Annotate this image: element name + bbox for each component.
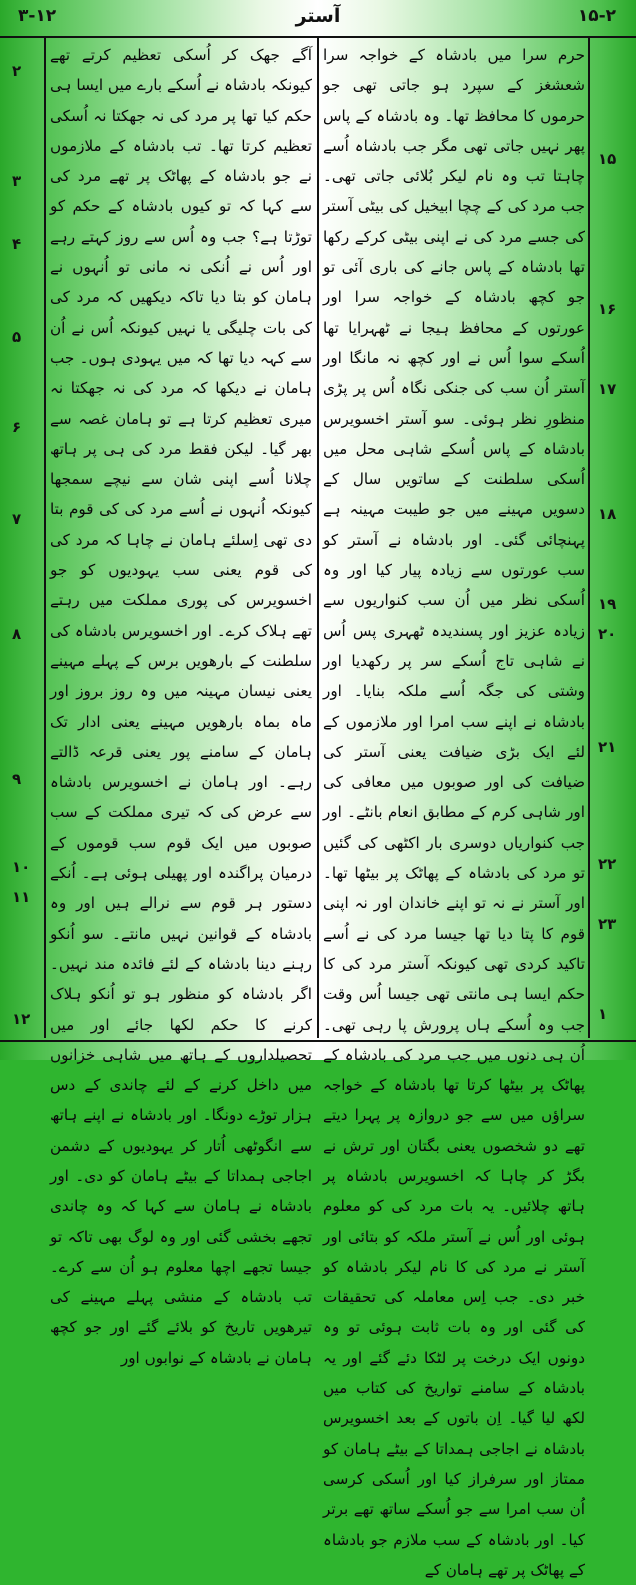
verse-number-right: ۱۹ — [598, 595, 617, 613]
right-column-text: حرم سرا میں بادشاہ کے خواجہ سرا شعشغز کے سپرد ہو جاتی تھی جو حرموں کا محافظ تھا۔ وہ بادشاہ کے پاس پھر نہیں جاتی تھی مگر جب بادشاہ اُسے چاہتا تب وہ نام لیکر بُلائی جاتی تھی۔ جب مرد کی کے چچا ابیخیل کی بیٹی آستر کی جسے مرد کی نے اپنی بیٹی کرکے رکھا تھا بادشاہ کے پاس جانے کی باری آئی تو جو کچھ بادشاہ کے خواجہ سرا اور عورتوں کے محافظ ہیجا نے ٹھہرایا تھا اُسکے سوا اُس نے اور کچھ نہ مانگا اور آستر اُن سب کی جنکی نگاہ اُس پر پڑی منظورِ نظر ہوئی۔ سو آستر اخسویرس بادشاہ کے پاس اُسکے شاہی محل میں اُسکی سلطنت کے ساتویں سال کے دسویں مہینے میں جو طیبت مہینہ ہے پہنچائی گئی۔ اور بادشاہ نے آستر کو سب عورتوں سے زیادہ پیار کیا اور وہ اُسکی نظر میں اُن سب کنواریوں سے زیادہ عزیز اور پسندیدہ ٹھہری پس اُس نے شاہی تاج اُسکے سر پر رکھدیا اور وشتی کی جگہ اُسے ملکہ بنایا۔ اور بادشاہ نے اپنے سب امرا اور ملازموں کے لئے ایک بڑی ضیافت یعنی آستر کی ضیافت کی اور صوبوں میں معافی کی اور شاہی کرم کے مطابق انعام بانٹے۔ اور جب کنواریاں دوسری بار اکٹھی کی گئیں تو مرد کی بادشاہ کے پھاٹک پر بیٹھا تھا۔ اور آستر نے نہ تو اپنے خاندان اور نہ اپنی قوم کا پتا دیا تھا جیسا مرد کی نے اُسے تاکید کردی تھی کیونکہ آستر مرد کی کا حکم ایسا ہی مانتی تھی جیسا اُس وقت جب وہ اُسکے ہاں پرورش پا رہی تھی۔ اُن ہی دنوں میں جب مرد کی بادشاہ کے پھاٹک پر بیٹھا کرتا تھا بادشاہ کے خواجہ سراؤں میں سے جو دروازہ پر پہرا دیتے تھے دو شخصوں یعنی بگتان اور ترش نے بگڑ کر چاہا کہ اخسویرس بادشاہ پر ہاتھ چلائیں۔ یہ بات مرد کی کو معلوم ہوئی اور اُس نے آستر ملکہ کو بتائی اور آستر نے مرد کی کا نام لیکر بادشاہ کو خبر دی۔ جب اِس معاملہ کی تحقیقات کی گئی اور وہ بات ثابت ہوئی تو وہ دونوں ایک درخت پر لٹکا دئے گئے اور یہ بادشاہ کے سامنے تواریخ کی کتاب میں لکھ لیا گیا۔ اِن باتوں کے بعد اخسویرس بادشاہ نے اجاجی ہمداتا کے بیٹے ہامان کو ممتاز اور سرفراز کیا اور اُسکی کرسی اُن سب امرا سے جو اُسکے ساتھ تھے برتر کیا۔ اور بادشاہ کے سب ملازم جو بادشاہ کے پھاٹک پر تھے ہامان کے — [323, 46, 585, 1579]
footer-rule — [0, 1040, 636, 1042]
verse-number-right: ۲۱ — [598, 738, 617, 756]
page-header — [0, 0, 636, 38]
verse-number-right: ۱۶ — [598, 300, 617, 318]
verse-number-left: ۸ — [12, 625, 22, 643]
verse-number-left: ۹ — [12, 770, 22, 788]
verse-number-left: ۳ — [12, 172, 22, 190]
left-text-column — [50, 40, 312, 1367]
column-divider — [317, 38, 319, 1038]
left-column-text: آگے جھک کر اُسکی تعظیم کرتے تھے کیونکہ بادشاہ نے اُسکے بارے میں ایسا ہی حکم کیا تھا پر مرد کی نہ جھکتا نہ اُسکی تعظیم کرتا تھا۔ تب بادشاہ کے ملازموں نے جو بادشاہ کے پھاٹک پر تھے مرد کی سے کہا کہ تو کیوں بادشاہ کے حکم کو توڑتا ہے؟ جب وہ اُس سے روز کہتے رہے اور اُس نے اُنکی نہ مانی تو اُنہوں نے ہامان کو بتا دیا تاکہ دیکھیں کہ مرد کی کی بات چلیگی یا نہیں کیونکہ اُس نے اُن سے کہہ دیا تھا کہ میں یہودی ہوں۔ جب ہامان نے دیکھا کہ مرد کی نہ جھکتا نہ میری تعظیم کرتا ہے تو ہامان غصہ سے بھر گیا۔ لیکن فقط مرد کی ہی پر ہاتھ چلانا اُسے اپنی شان سے نیچے سمجھا کیونکہ اُنہوں نے اُسے مرد کی کی قوم بتا دی تھی اِسلئے ہامان نے چاہا کہ مرد کی کی قوم یعنی سب یہودیوں کو جو اخسویرس کی پوری مملکت میں رہتے تھے ہلاک کرے۔ اور اخسویرس بادشاہ کی سلطنت کے بارھویں برس کے پہلے مہینے یعنی نیسان مہینہ میں وہ روز بروز اور ماہ بماہ بارھویں مہینے یعنی ادار تک ہامان کے سامنے پور یعنی قرعہ ڈالتے رہے۔ اور ہامان نے اخسویرس بادشاہ سے عرض کی کہ تیری مملکت کے سب صوبوں میں ایک قوم سب قوموں کے درمیان پراگندہ اور پھیلی ہوئی ہے۔ اُنکے دستور ہر قوم سے نرالے ہیں اور وہ بادشاہ کے قوانین نہیں مانتے۔ سو اُنکو رہنے دینا بادشاہ کے لئے فائدہ مند نہیں۔ اگر بادشاہ کو منظور ہو تو اُنکو ہلاک کرنے کا حکم لکھا جائے اور میں تحصیلداروں کے ہاتھ میں شاہی خزانوں میں داخل کرنے کے لئے چاندی کے دس ہزار توڑے دونگا۔ اور بادشاہ نے اپنے ہاتھ سے انگوٹھی اُتار کر یہودیوں کے دشمن اجاجی ہمداتا کے بیٹے ہامان کو دی۔ اور بادشاہ نے ہامان سے کہا کہ وہ چاندی تجھے بخشی گئی اور وہ لوگ بھی تاکہ تو جیسا تجھے اچھا معلوم ہو اُن سے کرے۔ تب بادشاہ کے منشی پہلے مہینے کی تیرھویں تاریخ کو بلائے گئے اور جو کچھ ہامان نے بادشاہ کے نوابوں اور — [50, 46, 312, 1367]
verse-number-right: ۱۸ — [598, 505, 617, 523]
verse-number-right: ۲۲ — [598, 855, 617, 873]
verse-number-left: ۵ — [12, 328, 22, 346]
verse-number-right: ۱۷ — [598, 380, 617, 398]
verse-number-left: ۷ — [12, 510, 22, 528]
verse-number-left: ۴ — [12, 235, 22, 253]
verse-number-right: ۱۵ — [598, 150, 617, 168]
header-left-reference: ۳-۱۲ — [18, 6, 57, 26]
verse-number-left: ۶ — [12, 418, 22, 436]
verse-number-left: ۱۱ — [12, 888, 31, 906]
verse-number-right: ۲۰ — [598, 625, 617, 643]
right-margin-column — [588, 38, 636, 1038]
verse-number-left: ۱۰ — [12, 858, 31, 876]
verse-number-right: ۲۳ — [598, 915, 617, 933]
header-book-title: آستر — [295, 5, 341, 27]
verse-number-right: ۱ — [598, 1005, 608, 1023]
header-right-reference: ۱۵-۲ — [577, 6, 616, 26]
verse-number-left: ۱۲ — [12, 1010, 31, 1028]
right-text-column — [323, 40, 585, 1579]
verse-number-left: ۲ — [12, 62, 22, 80]
